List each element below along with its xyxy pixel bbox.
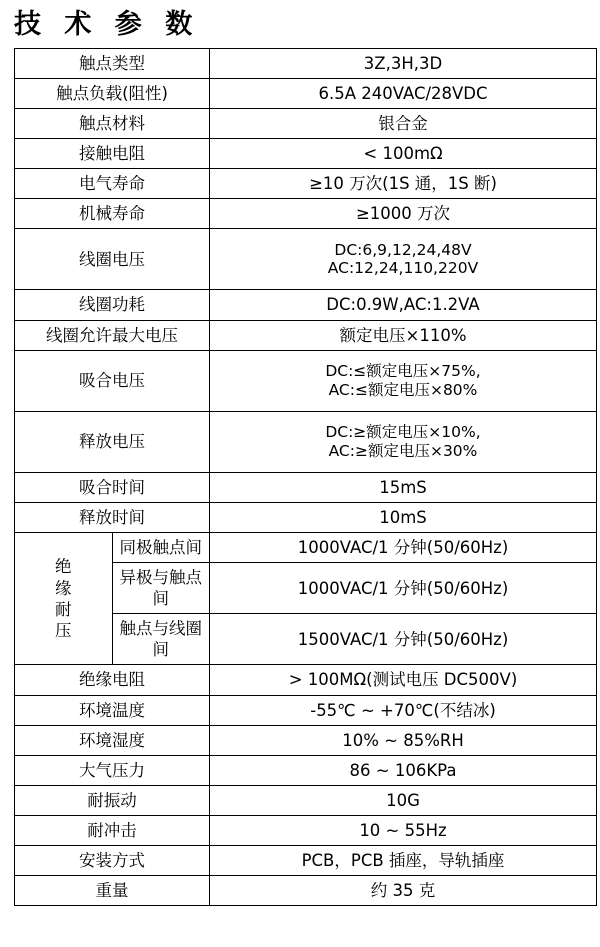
table-row <box>15 199 597 229</box>
spec-value-line: 86 ~ 106KPa <box>349 760 457 780</box>
spec-value-line: PCB，PCB 插座，导轨插座 <box>301 851 505 871</box>
specifications-table-body <box>15 48 597 906</box>
spec-value-line: 10 ~ 55Hz <box>359 820 447 840</box>
spec-value <box>210 290 597 320</box>
spec-value-line: 1500VAC/1 分钟(50/60Hz) <box>297 629 509 649</box>
spec-value <box>210 199 597 229</box>
spec-value-line: 约 35 克 <box>370 881 436 901</box>
spec-value-line: 10% ~ 85%RH <box>342 730 464 750</box>
spec-value-line: 3Z,3H,3D <box>363 53 443 73</box>
table-row <box>15 290 597 320</box>
spec-label: 释放电压 <box>15 411 210 472</box>
table-row <box>15 411 597 472</box>
table-row <box>15 139 597 169</box>
spec-value <box>210 169 597 199</box>
spec-label: 电气寿命 <box>15 169 210 199</box>
spec-label: 异极与触点间 <box>112 562 210 613</box>
spec-value <box>210 785 597 815</box>
table-row <box>15 169 597 199</box>
spec-value-line: 银合金 <box>378 113 428 133</box>
spec-value <box>210 614 597 665</box>
spec-value-line: 额定电压×110% <box>339 325 467 345</box>
spec-value-line: > 100MΩ(测试电压 DC500V) <box>288 670 518 690</box>
spec-value-line: 1000VAC/1 分钟(50/60Hz) <box>297 537 509 557</box>
spec-value-line: < 100mΩ <box>363 144 443 164</box>
table-row <box>15 502 597 532</box>
table-row <box>15 48 597 78</box>
spec-value <box>210 695 597 725</box>
spec-label: 绝缘电阻 <box>15 665 210 695</box>
row-group-label-text: 绝缘耐压 <box>55 557 72 640</box>
spec-label: 触点类型 <box>15 48 210 78</box>
spec-label: 大气压力 <box>15 755 210 785</box>
spec-value-line: ≥10 万次(1S 通，1S 断) <box>309 174 497 194</box>
spec-value <box>210 815 597 845</box>
table-row <box>15 755 597 785</box>
spec-value <box>210 350 597 411</box>
spec-label: 接触电阻 <box>15 139 210 169</box>
spec-value-line: 10mS <box>379 507 427 527</box>
table-row <box>15 350 597 411</box>
table-row <box>15 320 597 350</box>
spec-value <box>210 876 597 906</box>
spec-value-line: AC:≥额定电压×30% <box>328 441 478 460</box>
spec-value-line: ≥1000 万次 <box>355 204 451 224</box>
spec-value-line: DC:6,9,12,24,48V <box>334 240 472 259</box>
spec-value-line: AC:≤额定电压×80% <box>328 380 478 399</box>
spec-label: 吸合电压 <box>15 350 210 411</box>
spec-label: 环境湿度 <box>15 725 210 755</box>
spec-value-line: AC:12,24,110,220V <box>327 259 479 278</box>
spec-value <box>210 78 597 108</box>
table-row <box>15 532 597 562</box>
table-row <box>15 876 597 906</box>
spec-value-line: DC:≤额定电压×75%, <box>325 362 481 381</box>
spec-label: 重量 <box>15 876 210 906</box>
spec-label: 触点与线圈间 <box>112 614 210 665</box>
specifications-table <box>14 48 597 907</box>
table-row <box>15 815 597 845</box>
spec-value <box>210 320 597 350</box>
table-row <box>15 108 597 138</box>
spec-label: 环境温度 <box>15 695 210 725</box>
table-row <box>15 695 597 725</box>
table-row <box>15 472 597 502</box>
spec-value <box>210 502 597 532</box>
spec-label: 安装方式 <box>15 846 210 876</box>
spec-value <box>210 562 597 613</box>
table-row <box>15 78 597 108</box>
spec-label: 机械寿命 <box>15 199 210 229</box>
spec-label: 线圈允许最大电压 <box>15 320 210 350</box>
spec-value <box>210 665 597 695</box>
spec-value <box>210 48 597 78</box>
spec-value <box>210 755 597 785</box>
spec-value-line: DC:0.9W,AC:1.2VA <box>326 295 480 315</box>
spec-label: 线圈电压 <box>15 229 210 290</box>
spec-value-line: 6.5A 240VAC/28VDC <box>318 83 488 103</box>
spec-value-line: -55℃ ~ +70℃(不结冰) <box>310 700 496 720</box>
spec-value-line: DC:≥额定电压×10%, <box>325 423 481 442</box>
spec-value <box>210 108 597 138</box>
spec-label: 触点负载(阻性) <box>15 78 210 108</box>
spec-value <box>210 532 597 562</box>
table-row <box>15 725 597 755</box>
spec-value-line: 1000VAC/1 分钟(50/60Hz) <box>297 578 509 598</box>
spec-value-line: 15mS <box>379 477 427 497</box>
spec-value <box>210 229 597 290</box>
table-row <box>15 785 597 815</box>
spec-label: 触点材料 <box>15 108 210 138</box>
spec-value <box>210 725 597 755</box>
spec-label: 线圈功耗 <box>15 290 210 320</box>
spec-label: 同极触点间 <box>112 532 210 562</box>
spec-label: 释放时间 <box>15 502 210 532</box>
spec-value-line: 10G <box>386 790 420 810</box>
page-title: 技 术 参 数 <box>14 9 200 40</box>
table-row <box>15 665 597 695</box>
spec-value <box>210 411 597 472</box>
spec-label: 耐振动 <box>15 785 210 815</box>
spec-label: 耐冲击 <box>15 815 210 845</box>
spec-label: 吸合时间 <box>15 472 210 502</box>
table-row <box>15 229 597 290</box>
spec-value <box>210 139 597 169</box>
spec-value <box>210 846 597 876</box>
row-group-label-insulation-withstand-voltage <box>15 532 113 665</box>
table-row <box>15 846 597 876</box>
spec-value <box>210 472 597 502</box>
